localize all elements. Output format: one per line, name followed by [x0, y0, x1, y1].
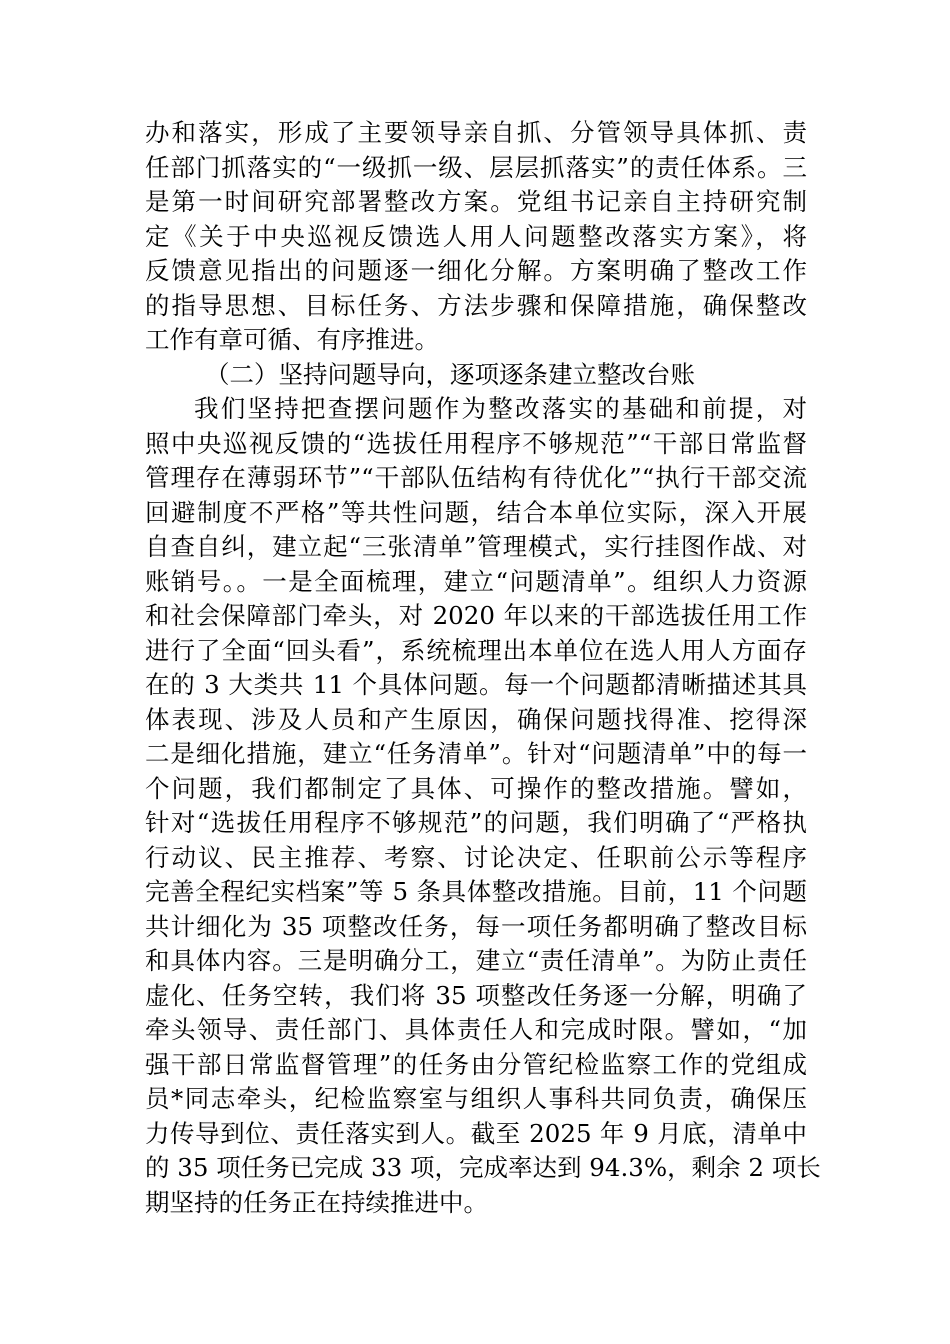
text-line: 照中央巡视反馈的“选拔任用程序不够规范”“干部日常监督: [145, 428, 807, 458]
document-page: [145, 116, 821, 1220]
text-line: 强干部日常监督管理”的任务由分管纪检监察工作的党组成: [145, 1049, 807, 1079]
text-line: 进行了全面“回头看”，系统梳理出本单位在选人用人方面存: [145, 635, 807, 665]
text-line: 我们坚持把查摆问题作为整改落实的基础和前提，对: [194, 394, 807, 423]
text-line: 账销号。。一是全面梳理，建立“问题清单”。组织人力资源: [145, 566, 807, 596]
paragraph-continuation: [145, 116, 807, 358]
text-line: 力传导到位、责任落实到人。截至 2025 年 9 月底，清单中: [145, 1118, 807, 1148]
text-line: 定《关于中央巡视反馈选人用人问题整改落实方案》，将: [145, 221, 807, 251]
text-line: 行动议、民主推荐、考察、讨论决定、任职前公示等程序: [145, 842, 807, 872]
text-line: 办和落实，形成了主要领导亲自抓、分管领导具体抓、责: [145, 118, 807, 147]
text-line: 的指导思想、目标任务、方法步骤和保障措施，确保整改: [145, 290, 807, 320]
section-heading: [145, 358, 807, 393]
text-line: 二是细化措施，建立“任务清单”。针对“问题清单”中的每一: [145, 739, 807, 768]
text-line: 任部门抓落实的“一级抓一级、层层抓落实”的责任体系。三: [145, 152, 807, 182]
text-line: 期坚持的任务正在持续推进中。: [145, 1187, 488, 1217]
text-line: 共计细化为 35 项整改任务，每一项任务都明确了整改目标: [145, 911, 807, 941]
text-line: 反馈意见指出的问题逐一细化分解。方案明确了整改工作: [145, 256, 807, 285]
text-line: 员*同志牵头，纪检监察室与组织人事科共同负责，确保压: [145, 1084, 807, 1113]
text-line: 自查自纠，建立起“三张清单”管理模式，实行挂图作战、对: [145, 532, 807, 561]
text-line: 管理存在薄弱环节”“干部队伍结构有待优化”“执行干部交流: [145, 463, 807, 492]
text-line: 在的 3 大类共 11 个具体问题。每一个问题都清晰描述其具: [145, 670, 807, 699]
section-heading-text: （二）坚持问题导向，逐项逐条建立整改台账: [205, 359, 695, 389]
text-line: 针对“选拔任用程序不够规范”的问题，我们明确了“严格执: [145, 808, 807, 837]
text-line: 牵头领导、责任部门、具体责任人和完成时限。譬如，“加: [145, 1015, 807, 1044]
text-line: 和社会保障部门牵头，对 2020 年以来的干部选拔任用工作: [145, 601, 807, 630]
text-line: 虚化、任务空转，我们将 35 项整改任务逐一分解，明确了: [145, 980, 807, 1010]
text-line: 和具体内容。三是明确分工，建立“责任清单”。为防止责任: [145, 946, 807, 975]
text-line: 完善全程纪实档案”等 5 条具体整改措施。目前，11 个问题: [145, 877, 807, 906]
text-line: 回避制度不严格”等共性问题，结合本单位实际，深入开展: [145, 497, 807, 527]
paragraph-body: [145, 392, 821, 1220]
text-line: 工作有章可循、有序推进。: [145, 325, 439, 354]
text-line: 个问题，我们都制定了具体、可操作的整改措施。譬如，: [145, 773, 807, 803]
text-line: 体表现、涉及人员和产生原因，确保问题找得准、挖得深: [145, 704, 807, 734]
text-line: 是第一时间研究部署整改方案。党组书记亲自主持研究制: [145, 187, 807, 216]
text-line: 的 35 项任务已完成 33 项，完成率达到 94.3%，剩余 2 项长: [145, 1153, 821, 1182]
